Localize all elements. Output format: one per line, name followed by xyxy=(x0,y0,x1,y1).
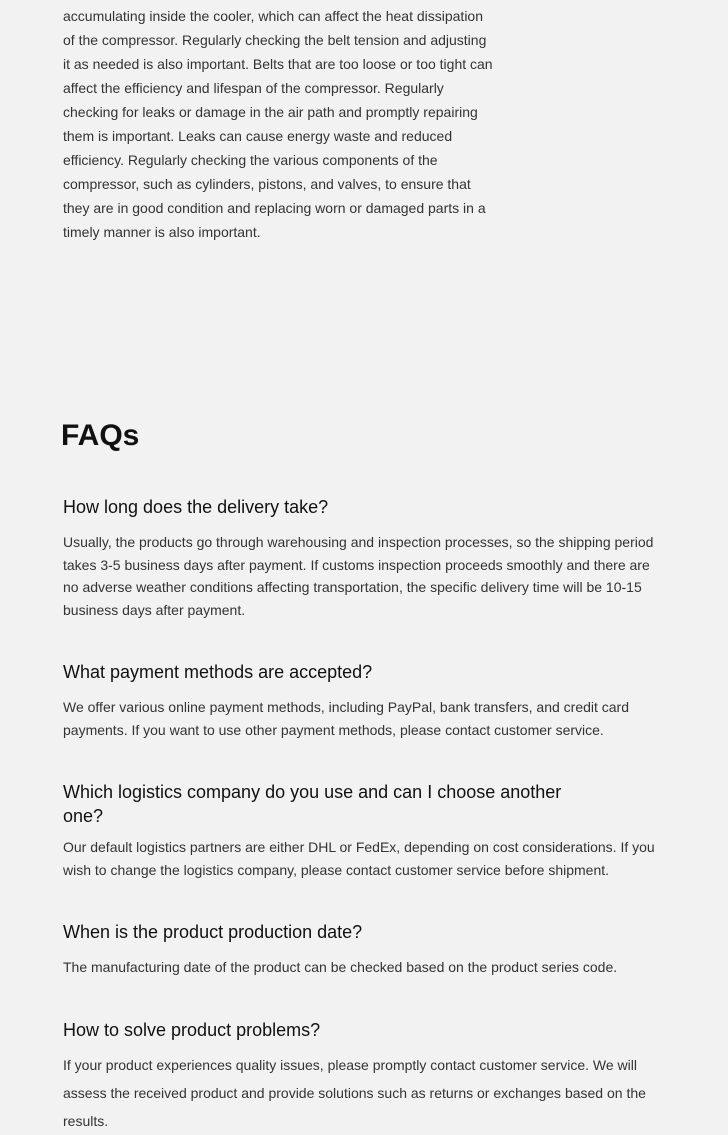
faq-answer-payment: We offer various online payment methods, including PayPal, bank transfers, and credit card payments. If you want to use other payment methods, please contact customer service. xyxy=(63,699,630,738)
faq-question-payment: What payment methods are accepted? xyxy=(63,662,373,682)
faq-answer-logistics: Our default logistics partners are either DHL or FedEx, depending on cost considerations. If you wish to change the logistics company, please contact customer service before shipment. xyxy=(63,839,655,878)
faq-answer-delivery: Usually, the products go through warehousing and inspection processes, so the shipping period takes 3-5 business days after payment. If customs inspection proceeds smoothly and there are no adverse weather conditions affecting transportation, the specific delivery time will be 10-15 business days after payment. xyxy=(63,534,654,618)
faq-answer-product-problems: If your product experiences quality issues, please promptly contact customer service. We will assess the received product and provide solutions such as returns or exchanges based on the results. xyxy=(63,1057,646,1129)
faq-heading: FAQs xyxy=(61,419,140,452)
intro-paragraph: accumulating inside the cooler, which can affect the heat dissipation of the compressor. Regularly checking the belt tension and adjusting it as needed is also important. Belts that are too loose or too tight can affect the efficiency and lifespan of the compressor. Regularly checking for leaks or damage in the air path and promptly repairing them is important. Leaks can cause energy waste and reduced efficiency. Regularly checking the various components of the compressor, such as cylinders, pistons, and valves, to ensure that they are in good condition and replacing worn or damaged parts in a timely manner is also important. xyxy=(63,8,493,240)
faq-question-logistics: Which logistics company do you use and can I choose another one? xyxy=(63,782,562,826)
faq-answer-production-date: The manufacturing date of the product can be checked based on the product series code. xyxy=(63,959,618,975)
faq-question-delivery: How long does the delivery take? xyxy=(63,497,329,517)
faq-question-product-problems: How to solve product problems? xyxy=(63,1020,321,1040)
faq-question-production-date: When is the product production date? xyxy=(63,922,363,942)
